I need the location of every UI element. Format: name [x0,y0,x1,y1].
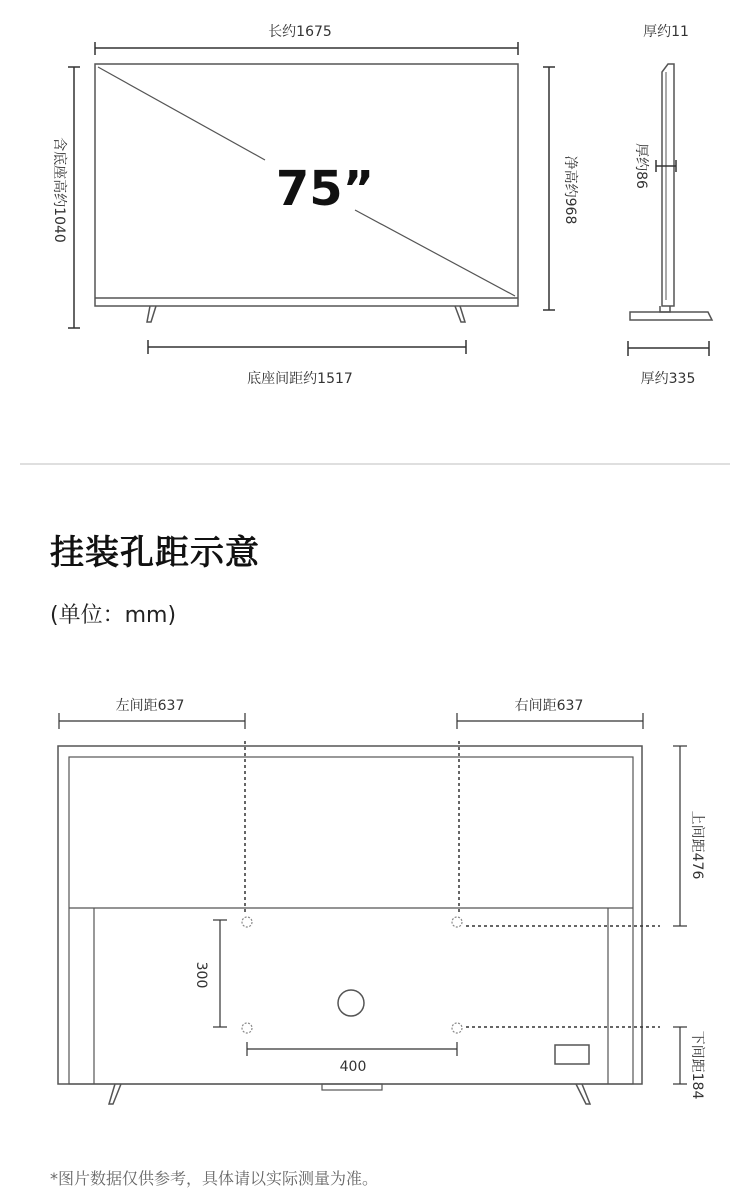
disclaimer-note: *图片数据仅供参考，具体请以实际测量为准。 [50,1169,379,1188]
mounting-hole [452,917,462,927]
vertical-hole-dimension [213,920,227,1027]
net-height-dimension [543,67,555,310]
height-with-base-dimension [68,67,80,328]
top-thickness-label: 厚约11 [643,24,689,40]
unit-label: (单位：mm) [50,603,177,628]
right-spacing-dimension [457,713,643,729]
left-spacing-dimension [59,713,245,729]
bottom-spacing-label: 下间距184 [689,1030,705,1100]
bottom-spacing-dimension [673,1027,687,1084]
tv-side [630,64,712,320]
vertical-hole-label: 300 [193,961,209,989]
base-spacing-dimension [148,340,466,354]
base-depth-dimension [628,341,709,356]
left-spacing-label: 左间距637 [115,698,185,714]
hole-guide-lines [245,741,660,1027]
base-depth-label: 厚约335 [640,371,696,387]
length-label: 长约1675 [268,24,332,40]
net-height-label: 净高约968 [562,155,578,225]
horizontal-hole-label: 400 [339,1059,367,1075]
base-spacing-label: 底座间距约1517 [247,371,353,387]
mounting-hole [242,917,252,927]
mounting-hole [452,1023,462,1033]
right-spacing-label: 右间距637 [514,698,584,714]
top-spacing-label: 上间距476 [689,810,705,880]
horizontal-hole-dimension [247,1042,457,1056]
height-with-base-label: 含底座高约1040 [51,137,67,243]
screen-size-label: 75” [275,161,375,217]
section-title: 挂装孔距示意 [50,533,260,573]
length-dimension [95,42,518,55]
tv-back [58,746,642,1104]
mid-thickness-label: 厚约86 [633,143,649,189]
top-spacing-dimension [673,746,687,926]
mounting-hole [242,1023,252,1033]
